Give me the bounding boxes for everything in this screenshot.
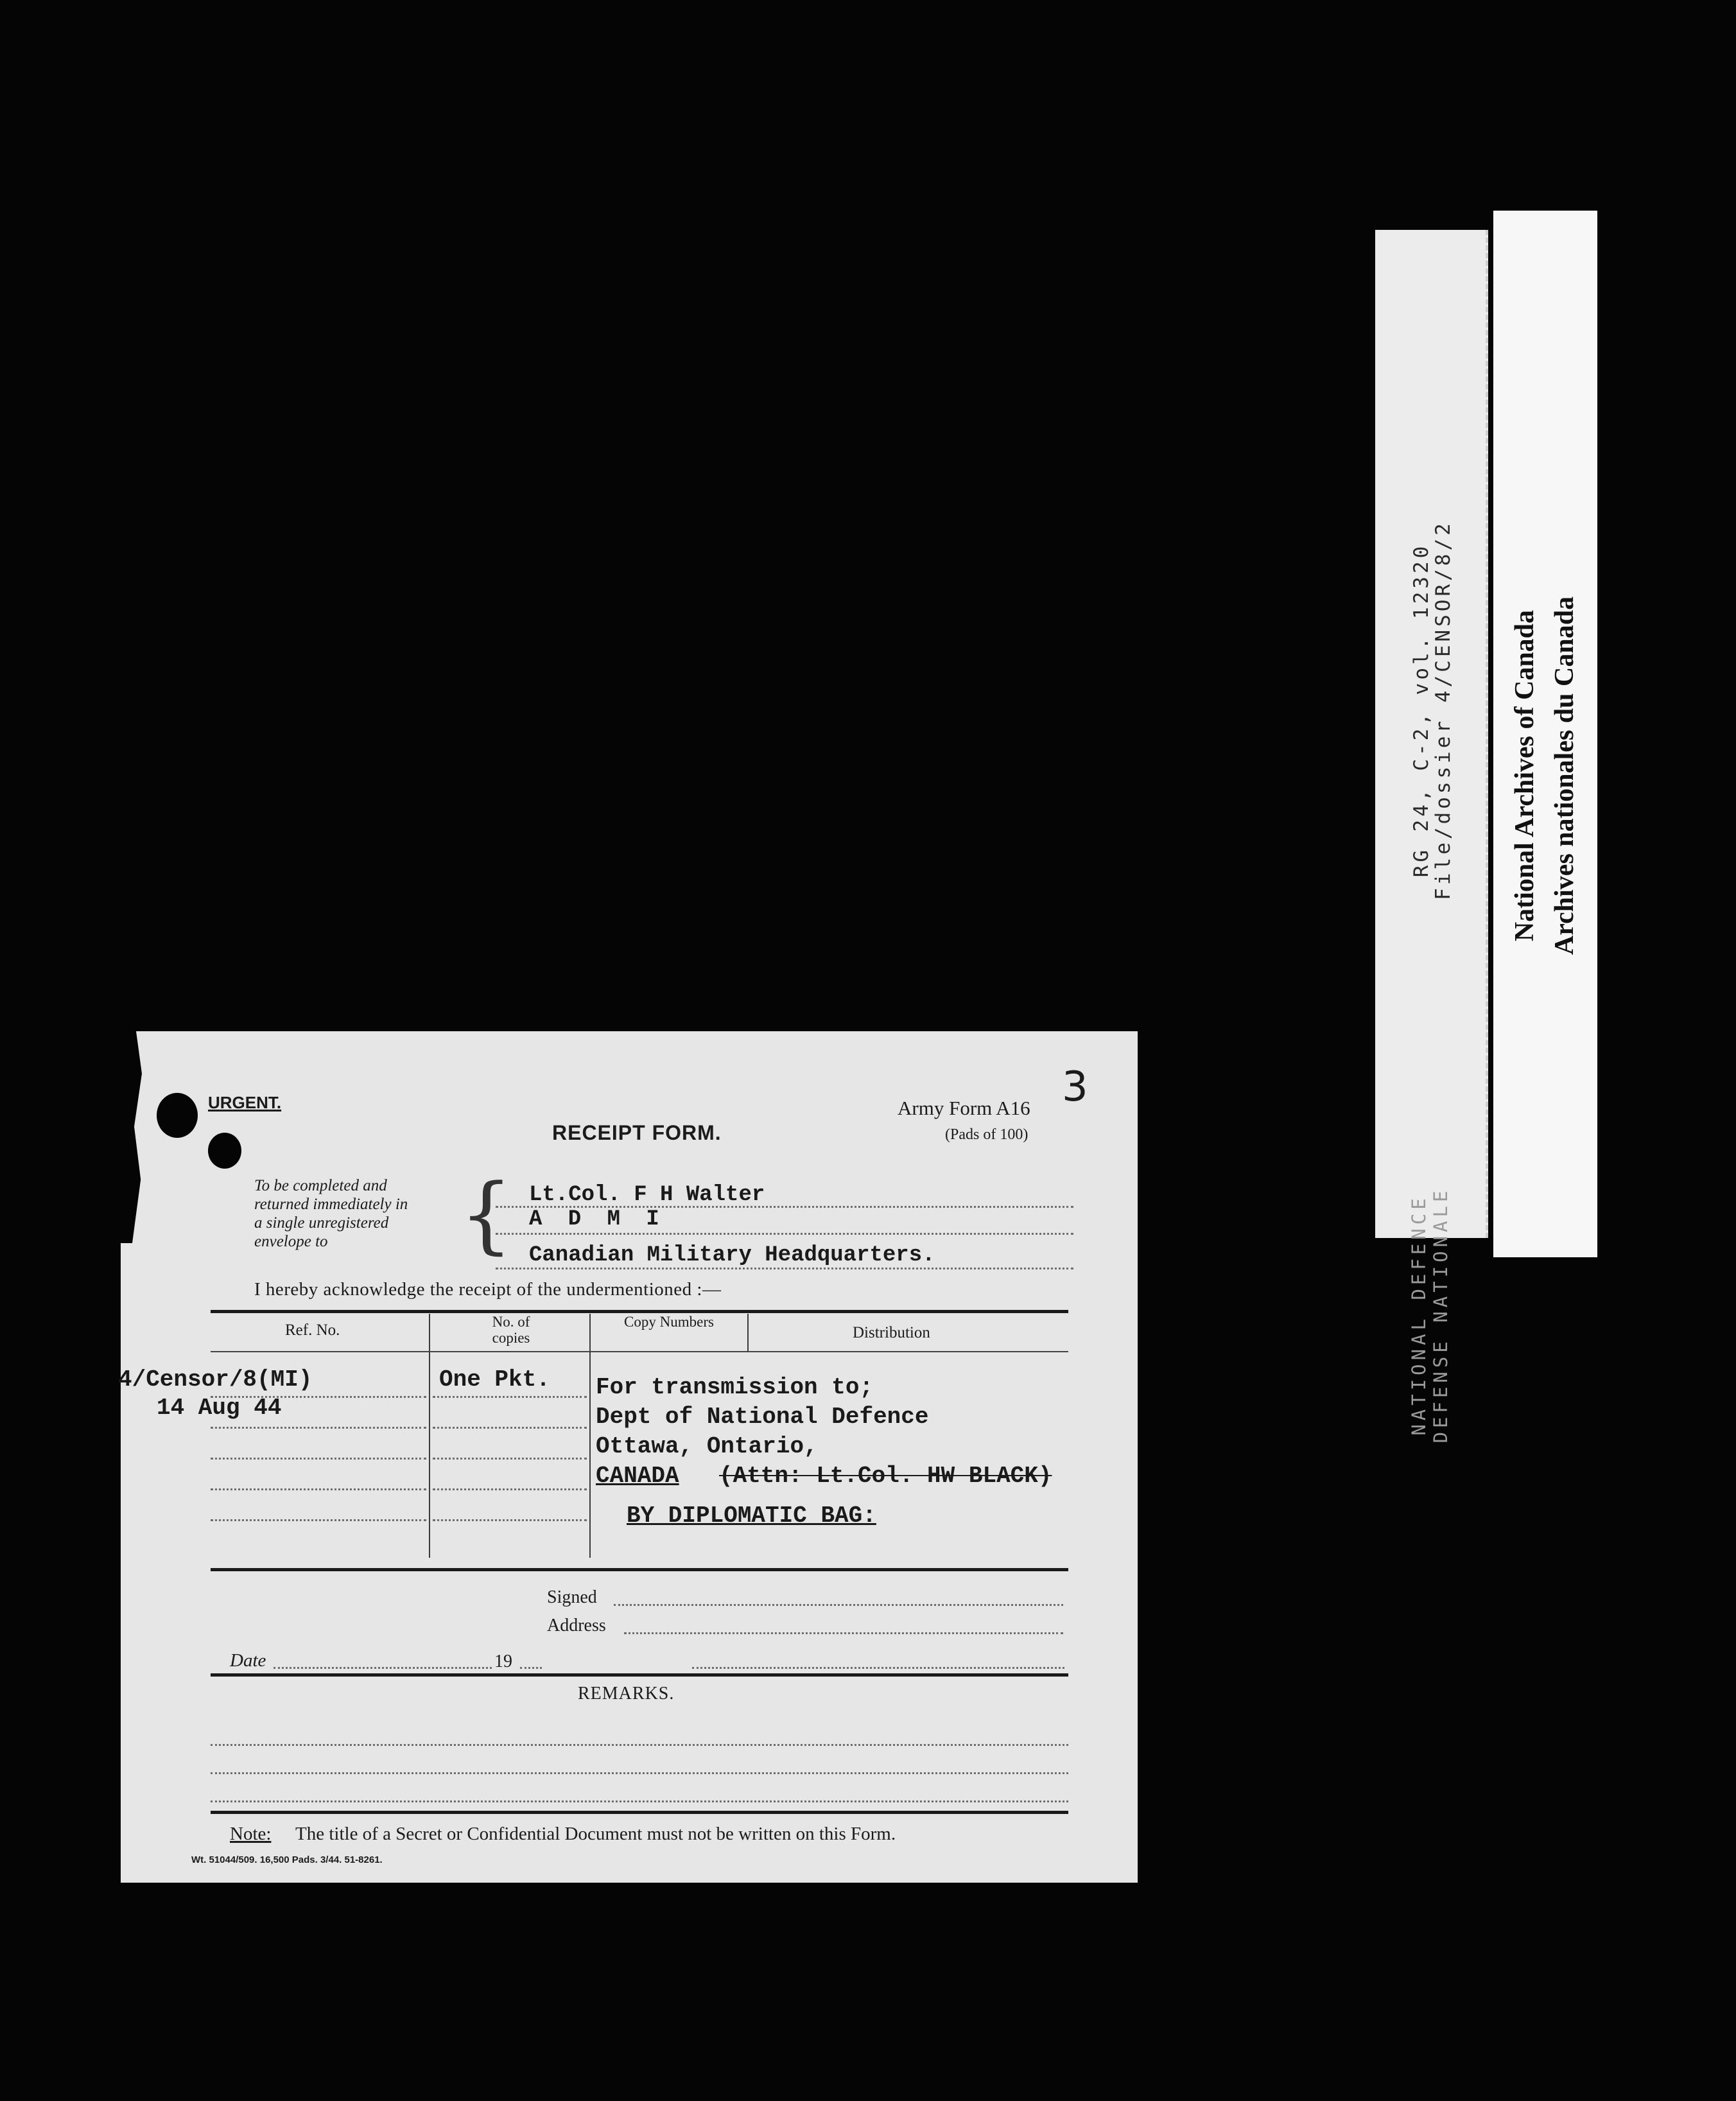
- row-line: [433, 1396, 587, 1398]
- row-line: [433, 1458, 587, 1460]
- note-label: Note:: [230, 1824, 272, 1844]
- column-copies: No. of copies: [492, 1314, 530, 1346]
- remarks-label: REMARKS.: [578, 1684, 675, 1704]
- row-line: [211, 1488, 426, 1490]
- torn-edge: [121, 1031, 159, 1243]
- date-rule: [211, 1673, 1068, 1677]
- signed-line: [614, 1604, 1063, 1606]
- remarks-line-1: [211, 1744, 1068, 1746]
- distribution-line-2: Dept of National Defence: [596, 1404, 929, 1430]
- date-label: Date: [230, 1650, 266, 1671]
- remarks-line-2: [211, 1772, 1068, 1774]
- row-line: [433, 1488, 587, 1490]
- print-code: Wt. 51044/509. 16,500 Pads. 3/44. 51-8261.: [191, 1854, 383, 1865]
- year-line: [520, 1667, 542, 1669]
- institution-label: [1493, 211, 1597, 1257]
- row-line: [211, 1396, 426, 1398]
- address-line-2: [692, 1667, 1064, 1669]
- institution-name-fr: Archives nationales du Canada: [1550, 596, 1579, 955]
- distribution-attention: (Attn: Lt.Col. HW BLACK): [719, 1463, 1052, 1489]
- archive-ref-line1: RG 24, C-2, vol. 12320: [1410, 543, 1433, 878]
- ref-date: 14 Aug 44: [157, 1395, 282, 1421]
- copies-value: One Pkt.: [439, 1366, 550, 1393]
- date-line: [273, 1667, 492, 1669]
- address-line: [624, 1632, 1063, 1634]
- punch-hole-bottom: [208, 1133, 241, 1169]
- brace: {: [460, 1165, 513, 1263]
- archive-reference-label: [1375, 230, 1488, 1443]
- distribution-line-3: Ottawa, Ontario,: [596, 1433, 818, 1460]
- table-bottom-rule: [211, 1568, 1068, 1571]
- row-line: [211, 1458, 426, 1460]
- defence-stamp-line1: NATIONAL DEFENCE: [1408, 1194, 1430, 1436]
- addressee-hq: Canadian Military Headquarters.: [529, 1243, 935, 1268]
- signed-label: Signed: [547, 1587, 597, 1607]
- table-top-rule: [211, 1310, 1068, 1313]
- distribution-line-1: For transmission to;: [596, 1374, 874, 1400]
- punch-hole-top: [157, 1093, 198, 1138]
- address-label: Address: [547, 1616, 606, 1635]
- institution-name-en: National Archives of Canada: [1510, 609, 1540, 942]
- column-divider-3: [747, 1314, 749, 1352]
- column-copy-numbers: Copy Numbers: [624, 1314, 714, 1330]
- header-rule: [211, 1351, 1068, 1352]
- addressee-name: Lt.Col. F H Walter: [529, 1183, 765, 1207]
- distribution-country: CANADA: [596, 1463, 679, 1489]
- form-number: Army Form A16: [898, 1097, 1030, 1119]
- addressee-department: A D M I: [529, 1207, 666, 1232]
- addressee-line-3: [496, 1268, 1073, 1269]
- pads-note: (Pads of 100): [945, 1126, 1029, 1143]
- form-title: RECEIPT FORM.: [552, 1121, 722, 1144]
- row-line: [211, 1427, 426, 1429]
- column-distribution: Distribution: [853, 1324, 930, 1341]
- remarks-line-3: [211, 1800, 1068, 1802]
- handwritten-number: 3: [1062, 1063, 1088, 1111]
- column-divider-2: [589, 1314, 591, 1558]
- urgent-label: URGENT.: [208, 1093, 282, 1112]
- column-divider-1: [429, 1314, 430, 1558]
- row-line: [211, 1519, 426, 1521]
- row-line: [433, 1519, 587, 1521]
- addressee-line-2: [496, 1233, 1073, 1235]
- archive-ref-line2: File/dossier 4/CENSOR/8/2: [1432, 520, 1455, 900]
- remarks-rule: [211, 1811, 1068, 1814]
- defence-stamp-line2: DEFENSE NATIONALE: [1430, 1187, 1452, 1443]
- instruction-text: To be completed and returned immediately in a single unregistered envelope to: [254, 1177, 408, 1250]
- column-ref-no: Ref. No.: [285, 1321, 340, 1339]
- receipt-form-card: [118, 1031, 1138, 1883]
- note-text: The title of a Secret or Confidential Document must not be written on this Form.: [295, 1824, 896, 1844]
- acknowledge-text: I hereby acknowledge the receipt of the undermentioned :—: [254, 1279, 722, 1300]
- year-prefix: 19: [494, 1652, 512, 1671]
- via-diplomatic-bag: BY DIPLOMATIC BAG:: [627, 1503, 876, 1529]
- ref-number: 4/Censor/8(MI): [118, 1366, 313, 1393]
- row-line: [433, 1427, 587, 1429]
